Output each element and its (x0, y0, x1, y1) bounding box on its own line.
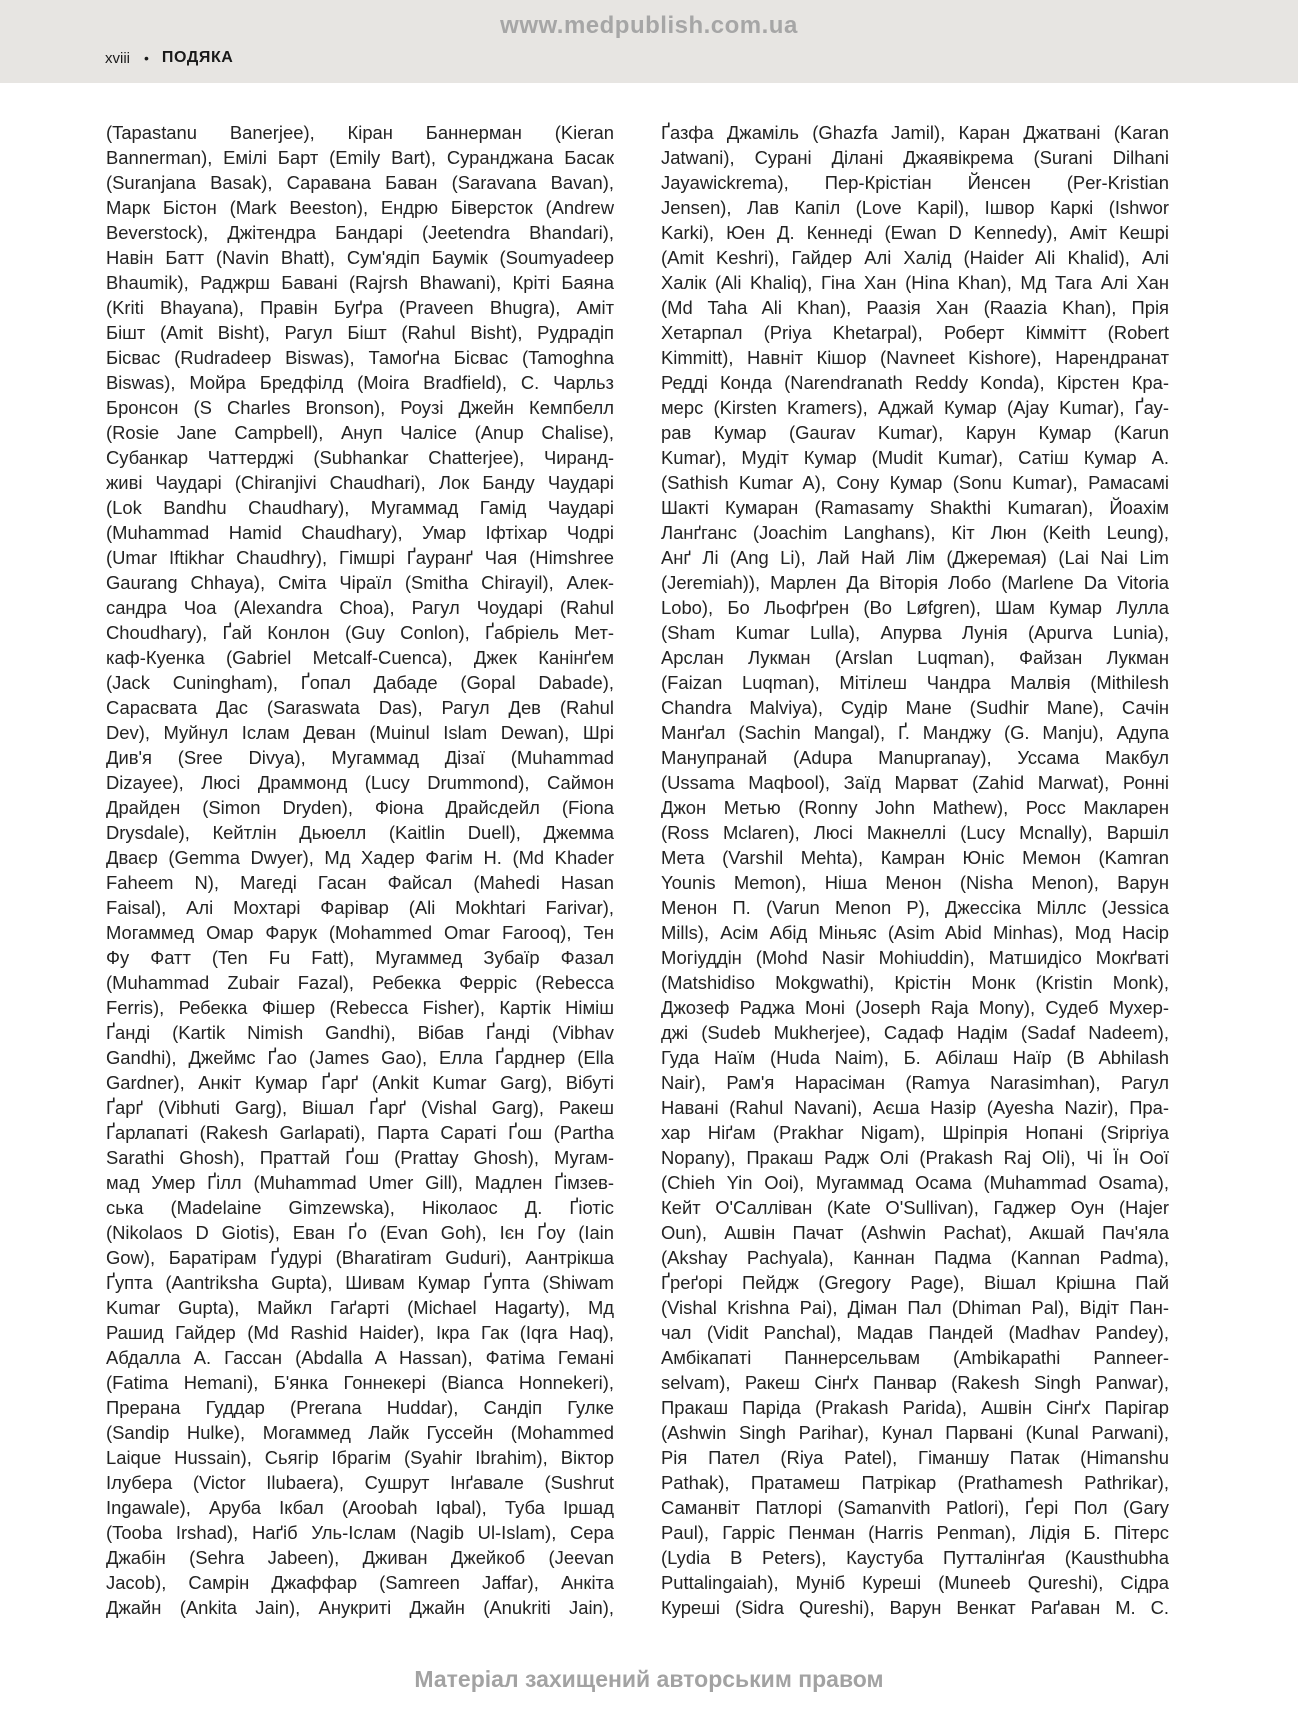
text-line: Younis Memon), Ніша Менон (Nisha Menon), Варун (661, 872, 1169, 893)
text-line: Dizayee), Люсі Драммонд (Lucy Drummond), Саймон (106, 772, 614, 793)
text-line: Gaurang Chhaya), Сміта Чіраїл (Smitha Chirayil), Алек- (106, 572, 614, 593)
text-line: (Muhammad Hamid Chaudhary), Умар Іфтіхар Чодрі (106, 522, 614, 543)
text-line: Nopany), Пракаш Радж Олі (Prakash Raj Oli), Чі Їн Оої (661, 1147, 1169, 1168)
text-line: Редді Конда (Narendranath Reddy Konda), Кірстен Кра- (661, 372, 1169, 393)
text-line: Jacob), Самрін Джаффар (Samreen Jaffar), Анкіта (106, 1572, 614, 1593)
text-line: Сарасвата Дас (Saraswata Das), Рагул Дев (Rahul (106, 697, 614, 718)
text-line: (Md Taha Ali Khan), Раазія Хан (Raazia Khan), Прія (661, 297, 1169, 318)
text-line: Навані (Rahul Navani), Аєша Назір (Ayesha Nazir), Пра- (661, 1097, 1169, 1118)
text-line: (Jack Cuningham), Ґопал Дабаде (Gopal Dabade), (106, 672, 614, 693)
text-line: Sarathi Ghosh), Праттай Ґош (Prattay Ghosh), Мугам- (106, 1147, 614, 1168)
text-line: Могіуддін (Mohd Nasir Mohiuddin), Матшидісо Мокґваті (661, 947, 1169, 968)
text-line: Bannerman), Емілі Барт (Emily Bart), Суранджана Басак (106, 147, 614, 168)
text-line: Oun), Ашвін Пачат (Ashwin Pachat), Акшай Пач'яла (661, 1222, 1169, 1243)
text-line: Джозеф Раджа Моні (Joseph Raja Mony), Судеб Мухер- (661, 997, 1169, 1018)
text-line: Laique Hussain), Сьягір Ібрагім (Syahir Ibrahim), Віктор (106, 1447, 614, 1468)
watermark-top: www.medpublish.com.ua (500, 12, 798, 39)
text-line: Ланґганс (Joachim Langhans), Кіт Люн (Keith Leung), (661, 522, 1169, 543)
text-line: Манґал (Sachin Mangal), Ґ. Манджу (G. Manju), Адупа (661, 722, 1169, 743)
text-line: Бронсон (S Charles Bronson), Роузі Джейн Кемпбелл (106, 397, 614, 418)
text-line: джі (Sudeb Mukherjee), Садаф Надім (Sadaf Nadeem), (661, 1022, 1169, 1043)
text-line: Рашид Гайдер (Md Rashid Haider), Ікра Гак (Iqra Haq), (106, 1322, 614, 1343)
text-line: Амбікапаті Паннерсельвам (Ambikapathi Panneer- (661, 1347, 1169, 1368)
text-line: Ferris), Ребекка Фішер (Rebecca Fisher), Картік Німіш (106, 997, 614, 1018)
page-number: xviii (105, 49, 130, 67)
text-line: (Ross Mclaren), Люсі Макнеллі (Lucy Mcnally), Варшіл (661, 822, 1169, 843)
text-line: (Umar Iftikhar Chaudhry), Гімшрі Ґауранґ Чая (Himshree (106, 547, 614, 568)
text-line: (Tooba Irshad), Наґіб Уль-Іслам (Nagib Ul-Islam), Сера (106, 1522, 614, 1543)
text-line: (Rosie Jane Campbell), Ануп Чалісе (Anup Chalise), (106, 422, 614, 443)
text-line: (Nikolaos D Giotis), Еван Ґо (Evan Goh), Ієн Ґоу (Iain (106, 1222, 614, 1243)
text-line: Kumar), Мудіт Кумар (Mudit Kumar), Сатіш Кумар А. (661, 447, 1169, 468)
text-line: (Ussama Maqbool), Заїд Марват (Zahid Marwat), Ронні (661, 772, 1169, 793)
text-line: мад Умер Ґілл (Muhammad Umer Gill), Мадлен Ґімзев- (106, 1172, 614, 1193)
text-line: Drysdale), Кейтлін Дьюелл (Kaitlin Duell), Джемма (106, 822, 614, 843)
text-line: selvam), Ракеш Сінґх Панвар (Rakesh Singh Panwar), (661, 1372, 1169, 1393)
text-line: Pathak), Пратамеш Патрікар (Prathamesh Pathrikar), (661, 1472, 1169, 1493)
text-line: Paul), Гарріс Пенман (Harris Penman), Лідія Б. Пітерс (661, 1522, 1169, 1543)
text-line: (Amit Keshri), Гайдер Алі Халід (Haider Ali Khalid), Алі (661, 247, 1169, 268)
text-line: (Sandip Hulke), Могаммед Лайк Гуссейн (Mohammed (106, 1422, 614, 1443)
text-line: Choudhary), Ґай Конлон (Guy Conlon), Ґабріель Мет- (106, 622, 614, 643)
text-line: Арслан Лукман (Arslan Luqman), Файзан Лукман (661, 647, 1169, 668)
right-text-column (661, 120, 1169, 1620)
text-line: Бішт (Amit Bisht), Рагул Бішт (Rahul Bisht), Рудрадіп (106, 322, 614, 343)
text-line: Кейт О'Салліван (Kate O'Sullivan), Гаджер Оун (Hajer (661, 1197, 1169, 1218)
text-line: Могаммед Омар Фарук (Mohammed Omar Farooq), Тен (106, 922, 614, 943)
text-line: (Vishal Krishna Pai), Діман Пал (Dhiman Pal), Відіт Пан- (661, 1297, 1169, 1318)
text-line: (Muhammad Zubair Fazal), Ребекка Ферріс (Rebecca (106, 972, 614, 993)
watermark-bottom: Матеріал захищений авторським правом (414, 1666, 884, 1692)
text-line: Jatwani), Сурані Ділані Джаявікрема (Surani Dilhani (661, 147, 1169, 168)
text-line: (Ashwin Singh Parihar), Кунал Парвані (Kunal Parwani), (661, 1422, 1169, 1443)
text-line: Бісвас (Rudradeep Biswas), Тамоґна Бісвас (Tamoghna (106, 347, 614, 368)
text-line: Прерана Гуддар (Prerana Huddar), Сандіп Гулке (106, 1397, 614, 1418)
text-line: (Faizan Luqman), Мітілеш Чандра Малвія (Mithilesh (661, 672, 1169, 693)
text-line: (Sham Kumar Lulla), Апурва Лунія (Apurva Lunia), (661, 622, 1169, 643)
text-line: Абдалла А. Гассан (Abdalla A Hassan), Фатіма Гемані (106, 1347, 614, 1368)
text-line: (Lydia B Peters), Каустуба Путталінґая (Kausthubha (661, 1547, 1169, 1568)
text-line: Biswas), Мойра Бредфілд (Moira Bradfield), С. Чарльз (106, 372, 614, 393)
text-line: Gandhi), Джеймс Ґао (James Gao), Елла Ґарднер (Ella (106, 1047, 614, 1068)
text-line: рав Кумар (Gaurav Kumar), Карун Кумар (Karun (661, 422, 1169, 443)
text-line: Рія Пател (Riya Patel), Гіманшу Патак (Himanshu (661, 1447, 1169, 1468)
text-line: Karki), Юен Д. Кеннеді (Ewan D Kennedy), Аміт Кешрі (661, 222, 1169, 243)
text-line: Jayawickrema), Пер-Крістіан Йенсен (Per-Kristian (661, 172, 1169, 193)
text-line: (Matshidiso Mokgwathi), Крістін Монк (Kristin Monk), (661, 972, 1169, 993)
running-head (105, 49, 233, 67)
text-line: Faisal), Алі Мохтарі Фарівар (Ali Mokhtari Farivar), (106, 897, 614, 918)
text-line: Lobo), Бо Льофґрен (Bo Løfgren), Шам Кумар Лулла (661, 597, 1169, 618)
text-line: (Kriti Bhayana), Правін Буґра (Praveen Bhugra), Аміт (106, 297, 614, 318)
text-line: Kumar Gupta), Майкл Гаґарті (Michael Hagarty), Мд (106, 1297, 614, 1318)
text-line: живі Чаударі (Chiranjivi Chaudhari), Лок Банду Чаударі (106, 472, 614, 493)
text-line: Фу Фатт (Ten Fu Fatt), Мугаммед Зубаїр Фазал (106, 947, 614, 968)
text-line: Халік (Ali Khaliq), Гіна Хан (Hina Khan), Мд Тага Алі Хан (661, 272, 1169, 293)
text-line: Gardner), Анкіт Кумар Ґарґ (Ankit Kumar Garg), Вібуті (106, 1072, 614, 1093)
text-line: Марк Бістон (Mark Beeston), Ендрю Біверсток (Andrew (106, 197, 614, 218)
text-line: Навін Батт (Navin Bhatt), Сум'ядіп Баумік (Soumyadeep (106, 247, 614, 268)
text-line: Ґанді (Kartik Nimish Gandhi), Вібав Ґанді (Vibhav (106, 1022, 614, 1043)
text-line: Куреші (Sidra Qureshi), Варун Венкат Раґаван М. С. (661, 1597, 1169, 1618)
text-line: Анґ Лі (Ang Li), Лай Най Лім (Джеремая) (Lai Nai Lim (661, 547, 1169, 568)
text-line: Dev), Муйнул Іслам Деван (Muinul Islam Dewan), Шрі (106, 722, 614, 743)
text-line: Джон Метью (Ronny John Mathew), Росс Макларен (661, 797, 1169, 818)
text-line: Драйден (Simon Dryden), Фіона Драйсдейл (Fiona (106, 797, 614, 818)
text-line: (Fatima Hemani), Б'янка Гоннекері (Bianca Honnekeri), (106, 1372, 614, 1393)
text-line: Саманвіт Патлорі (Samanvith Patlori), Ґері Пол (Gary (661, 1497, 1169, 1518)
text-line: Ґазфа Джаміль (Ghazfa Jamil), Каран Джатвані (Karan (661, 122, 1169, 143)
text-line: (Akshay Pachyala), Каннан Падма (Kannan Padma), (661, 1247, 1169, 1268)
text-line: сандра Чоа (Alexandra Choa), Рагул Чоударі (Rahul (106, 597, 614, 618)
text-line: Kimmitt), Навніт Кішор (Navneet Kishore), Нарендранат (661, 347, 1169, 368)
text-line: Хетарпал (Priya Khetarpal), Роберт Кіммітт (Robert (661, 322, 1169, 343)
text-line: Bhaumik), Раджрш Бавані (Rajrsh Bhawani), Кріті Баяна (106, 272, 614, 293)
text-line: Див'я (Sree Divya), Мугаммад Дізаї (Muhammad (106, 747, 614, 768)
text-line: Ілубера (Victor Ilubaera), Сушрут Інґавале (Sushrut (106, 1472, 614, 1493)
text-line: ська (Madelaine Gimzewska), Ніколаос Д. Ґіотіс (106, 1197, 614, 1218)
text-line: Дваєр (Gemma Dwyer), Мд Хадер Фагім Н. (Md Khader (106, 847, 614, 868)
text-line: Джабін (Sehra Jabeen), Дживан Джейкоб (Jeevan (106, 1547, 614, 1568)
text-line: (Suranjana Basak), Саравана Баван (Saravana Bavan), (106, 172, 614, 193)
text-line: Beverstock), Джітендра Бандарі (Jeetendra Bhandari), (106, 222, 614, 243)
section-title: ПОДЯКА (161, 49, 234, 66)
text-line: Ґреґорі Пейдж (Gregory Page), Вішал Крішна Пай (661, 1272, 1169, 1293)
text-line: (Chieh Yin Ooi), Мугаммад Осама (Muhammad Osama), (661, 1172, 1169, 1193)
text-line: Манупранай (Adupa Manupranay), Уссама Макбул (661, 747, 1169, 768)
text-line: Пракаш Паріда (Prakash Parida), Ашвін Сінґх Парігар (661, 1397, 1169, 1418)
text-line: Puttalingaiah), Муніб Куреші (Muneeb Qureshi), Сідра (661, 1572, 1169, 1593)
text-line: Mills), Асім Абід Міньяс (Asim Abid Minhas), Мод Насір (661, 922, 1169, 943)
text-line: Джайн (Ankita Jain), Анукриті Джайн (Anukriti Jain), (106, 1597, 614, 1618)
separator-bullet: • (144, 50, 149, 66)
text-line: (Sathish Kumar A), Сону Кумар (Sonu Kumar), Рамасамі (661, 472, 1169, 493)
text-line: Гуда Наїм (Huda Naim), Б. Абілаш Наїр (B Abhilash (661, 1047, 1169, 1068)
text-line: чал (Vidit Panchal), Мадав Пандей (Madhav Pandey), (661, 1322, 1169, 1343)
text-line: Ґарлапаті (Rakesh Garlapati), Парта Сараті Ґош (Partha (106, 1122, 614, 1143)
text-line: (Lok Bandhu Chaudhary), Мугаммад Гамід Чаударі (106, 497, 614, 518)
text-line: хар Ніґам (Prakhar Nigam), Шріпрія Нопані (Sripriya (661, 1122, 1169, 1143)
text-line: Субанкар Чаттерджі (Subhankar Chatterjee), Чиранд- (106, 447, 614, 468)
text-line: (Tapastanu Banerjee), Кіран Баннерман (Kieran (106, 122, 614, 143)
text-line: Chandra Malviya), Судір Мане (Sudhir Mane), Сачін (661, 697, 1169, 718)
text-line: Faheem N), Магеді Гасан Файсал (Mahedi Hasan (106, 872, 614, 893)
text-line: каф-Куенка (Gabriel Metcalf-Cuenca), Джек Канінґем (106, 647, 614, 668)
text-line: Nair), Рам'я Нарасіман (Ramya Narasimhan), Рагул (661, 1072, 1169, 1093)
text-line: Мета (Varshil Mehta), Камран Юніс Мемон (Kamran (661, 847, 1169, 868)
text-line: (Jeremiah)), Марлен Да Віторія Лобо (Marlene Da Vitoria (661, 572, 1169, 593)
text-line: Gow), Баратірам Ґудурі (Bharatiram Guduri), Аантрікша (106, 1247, 614, 1268)
text-line: Ingawale), Аруба Ікбал (Aroobah Iqbal), Туба Іршад (106, 1497, 614, 1518)
text-line: Ґарґ (Vibhuti Garg), Вішал Ґарґ (Vishal Garg), Ракеш (106, 1097, 614, 1118)
text-line: Ґупта (Aantriksha Gupta), Шивам Кумар Ґупта (Shiwam (106, 1272, 614, 1293)
text-line: Менон П. (Varun Menon P), Джессіка Міллс (Jessica (661, 897, 1169, 918)
left-text-column (106, 120, 614, 1620)
text-line: Jensen), Лав Капіл (Love Kapil), Ішвор Каркі (Ishwor (661, 197, 1169, 218)
text-line: мерс (Kirsten Kramers), Аджай Кумар (Ajay Kumar), Ґау- (661, 397, 1169, 418)
text-line: Шакті Кумаран (Ramasamy Shakthi Kumaran), Йоахім (661, 497, 1169, 518)
